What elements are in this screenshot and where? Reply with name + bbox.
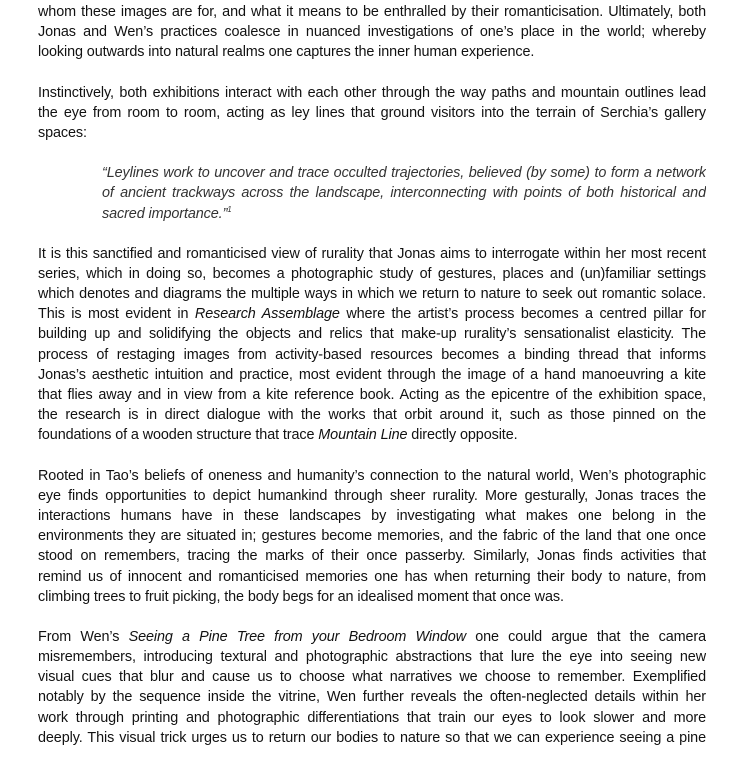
text-run: that flies away and in view from a kite reference book. Acting as the epicentre of the exhibition space,	[38, 387, 706, 403]
paragraph	[38, 627, 706, 748]
footnote-ref: 1	[227, 204, 232, 214]
text-run: spaces:	[38, 124, 87, 141]
text-run: looking outwards into natural realms one captures the inner human experience.	[38, 44, 535, 61]
text-line	[38, 405, 706, 425]
text-run: process of restaging images from activity-based resources becomes a binding thread that informs	[38, 346, 706, 363]
text-run: Jonas and Wen’s practices coalesce in nuanced investigations of one’s place in the world; whereby	[38, 24, 706, 41]
text-line	[38, 83, 706, 103]
text-run: visual cues that blur and cause us to choose what narratives we choose to remember. Exemplified	[38, 669, 706, 686]
text-run: This is most evident in	[38, 306, 195, 323]
text-run: It is this sanctified and romanticised view of rurality that Jonas aims to interrogate within her most recent	[38, 245, 706, 262]
text-run: climbing trees to fruit picking, the body begs for an idealised moment that once was.	[38, 588, 564, 605]
text-run: Rooted in Tao’s beliefs of oneness and humanity’s connection to the natural world, Wen’s photographic	[38, 467, 706, 484]
text-line	[38, 506, 706, 526]
text-line	[38, 587, 706, 607]
text-line	[38, 667, 706, 687]
paragraph	[38, 83, 706, 144]
paragraph	[38, 2, 706, 63]
text-run: directly opposite.	[407, 427, 518, 444]
text-run: where the artist’s process becomes a centred pillar for	[339, 306, 706, 323]
text-run: Instinctively, both exhibitions interact with each other through the way paths and mountain outlines lead	[38, 84, 706, 101]
italic-title: Research Assemblage	[194, 306, 340, 323]
text-line	[38, 123, 706, 143]
text-line	[38, 345, 706, 365]
text-line	[38, 708, 706, 728]
text-line	[38, 284, 706, 304]
text-run: series, which in doing so, becomes a photographic study of gestures, places and (un)familiar settings	[38, 265, 706, 282]
text-line	[38, 486, 706, 506]
text-line	[38, 385, 706, 405]
text-line	[38, 687, 706, 707]
text-run: From Wen’s	[38, 628, 129, 645]
text-run: foundations of a wooden structure that trace	[38, 427, 319, 444]
text-line	[38, 546, 706, 566]
text-line	[38, 627, 706, 647]
italic-title: Mountain Line	[318, 427, 408, 444]
text-run: work through printing and photographic differentiations that train our eyes to look slower and more	[38, 709, 706, 726]
text-line	[38, 304, 706, 324]
text-line	[38, 244, 706, 264]
text-run: remind us of innocent and romanticised memories one has when returning their body to nature, from	[38, 568, 706, 585]
text-line	[102, 163, 706, 183]
text-run: the research is in direct dialogue with the works that orbit around it, such as those pinned on the	[38, 407, 706, 424]
text-run: “Leylines work to uncover and trace occulted trajectories, believed (by some) to form a network	[102, 165, 706, 182]
text-run: one could argue that the camera	[466, 628, 706, 645]
document-body	[38, 2, 706, 768]
text-run: environments they are situated in; gestures become memories, and the fabric of the land that one once	[38, 528, 706, 545]
text-run: the eye from room to room, acting as ley lines that ground visitors into the terrain of Serchia’s gallery	[38, 104, 706, 121]
text-line	[38, 365, 706, 385]
text-run: building up and solidifying the objects and relics that make-up rurality’s sensationalist elasticity. The	[38, 326, 706, 343]
text-run: whom these images are for, and what it means to be enthralled by their romanticisation. Ultimately, both	[38, 4, 706, 20]
text-line	[102, 183, 706, 203]
block-quote	[102, 163, 706, 224]
text-line	[38, 22, 706, 42]
text-line	[38, 103, 706, 123]
paragraph	[38, 244, 706, 446]
text-line	[102, 204, 706, 224]
text-run: deeply. This visual trick urges us to return our bodies to nature so that we can experience seeing a pine	[38, 729, 706, 746]
text-run: stood on remembers, tracing the marks of their once passerby. Similarly, Jonas finds activities that	[38, 548, 706, 565]
text-line	[38, 2, 706, 22]
text-line	[38, 647, 706, 667]
text-line	[38, 425, 706, 445]
text-run: misremembers, introducing textural and photographic abstractions that lure the eye into seeing new	[38, 649, 706, 666]
text-line	[38, 567, 706, 587]
text-run: Jonas’s aesthetic intuition and practice, most evident through the image of a hand manoeuvring a kite	[38, 366, 706, 383]
text-run: interactions humans have in these landscapes by investigating what makes one belong in the	[38, 507, 706, 524]
paragraph	[38, 466, 706, 607]
italic-title: Seeing a Pine Tree from your Bedroom Window	[128, 628, 466, 645]
text-line	[38, 42, 706, 62]
text-line	[38, 728, 706, 748]
text-run: notably by the sequence inside the vitrine, Wen further reveals the often-neglected details within her	[38, 689, 706, 706]
text-run: which denotes and diagrams the multiple ways in which we return to nature to seek out romantic solace.	[38, 286, 706, 303]
text-line	[38, 466, 706, 486]
text-run: of ancient trackways across the landscape, interconnecting with points of both historical and	[102, 185, 706, 202]
text-line	[38, 264, 706, 284]
text-line	[38, 526, 706, 546]
text-run: eye finds opportunities to depict humankind through sheer rurality. More gesturally, Jonas traces the	[38, 487, 706, 504]
text-run: sacred importance.”	[102, 205, 228, 222]
text-line	[38, 324, 706, 344]
